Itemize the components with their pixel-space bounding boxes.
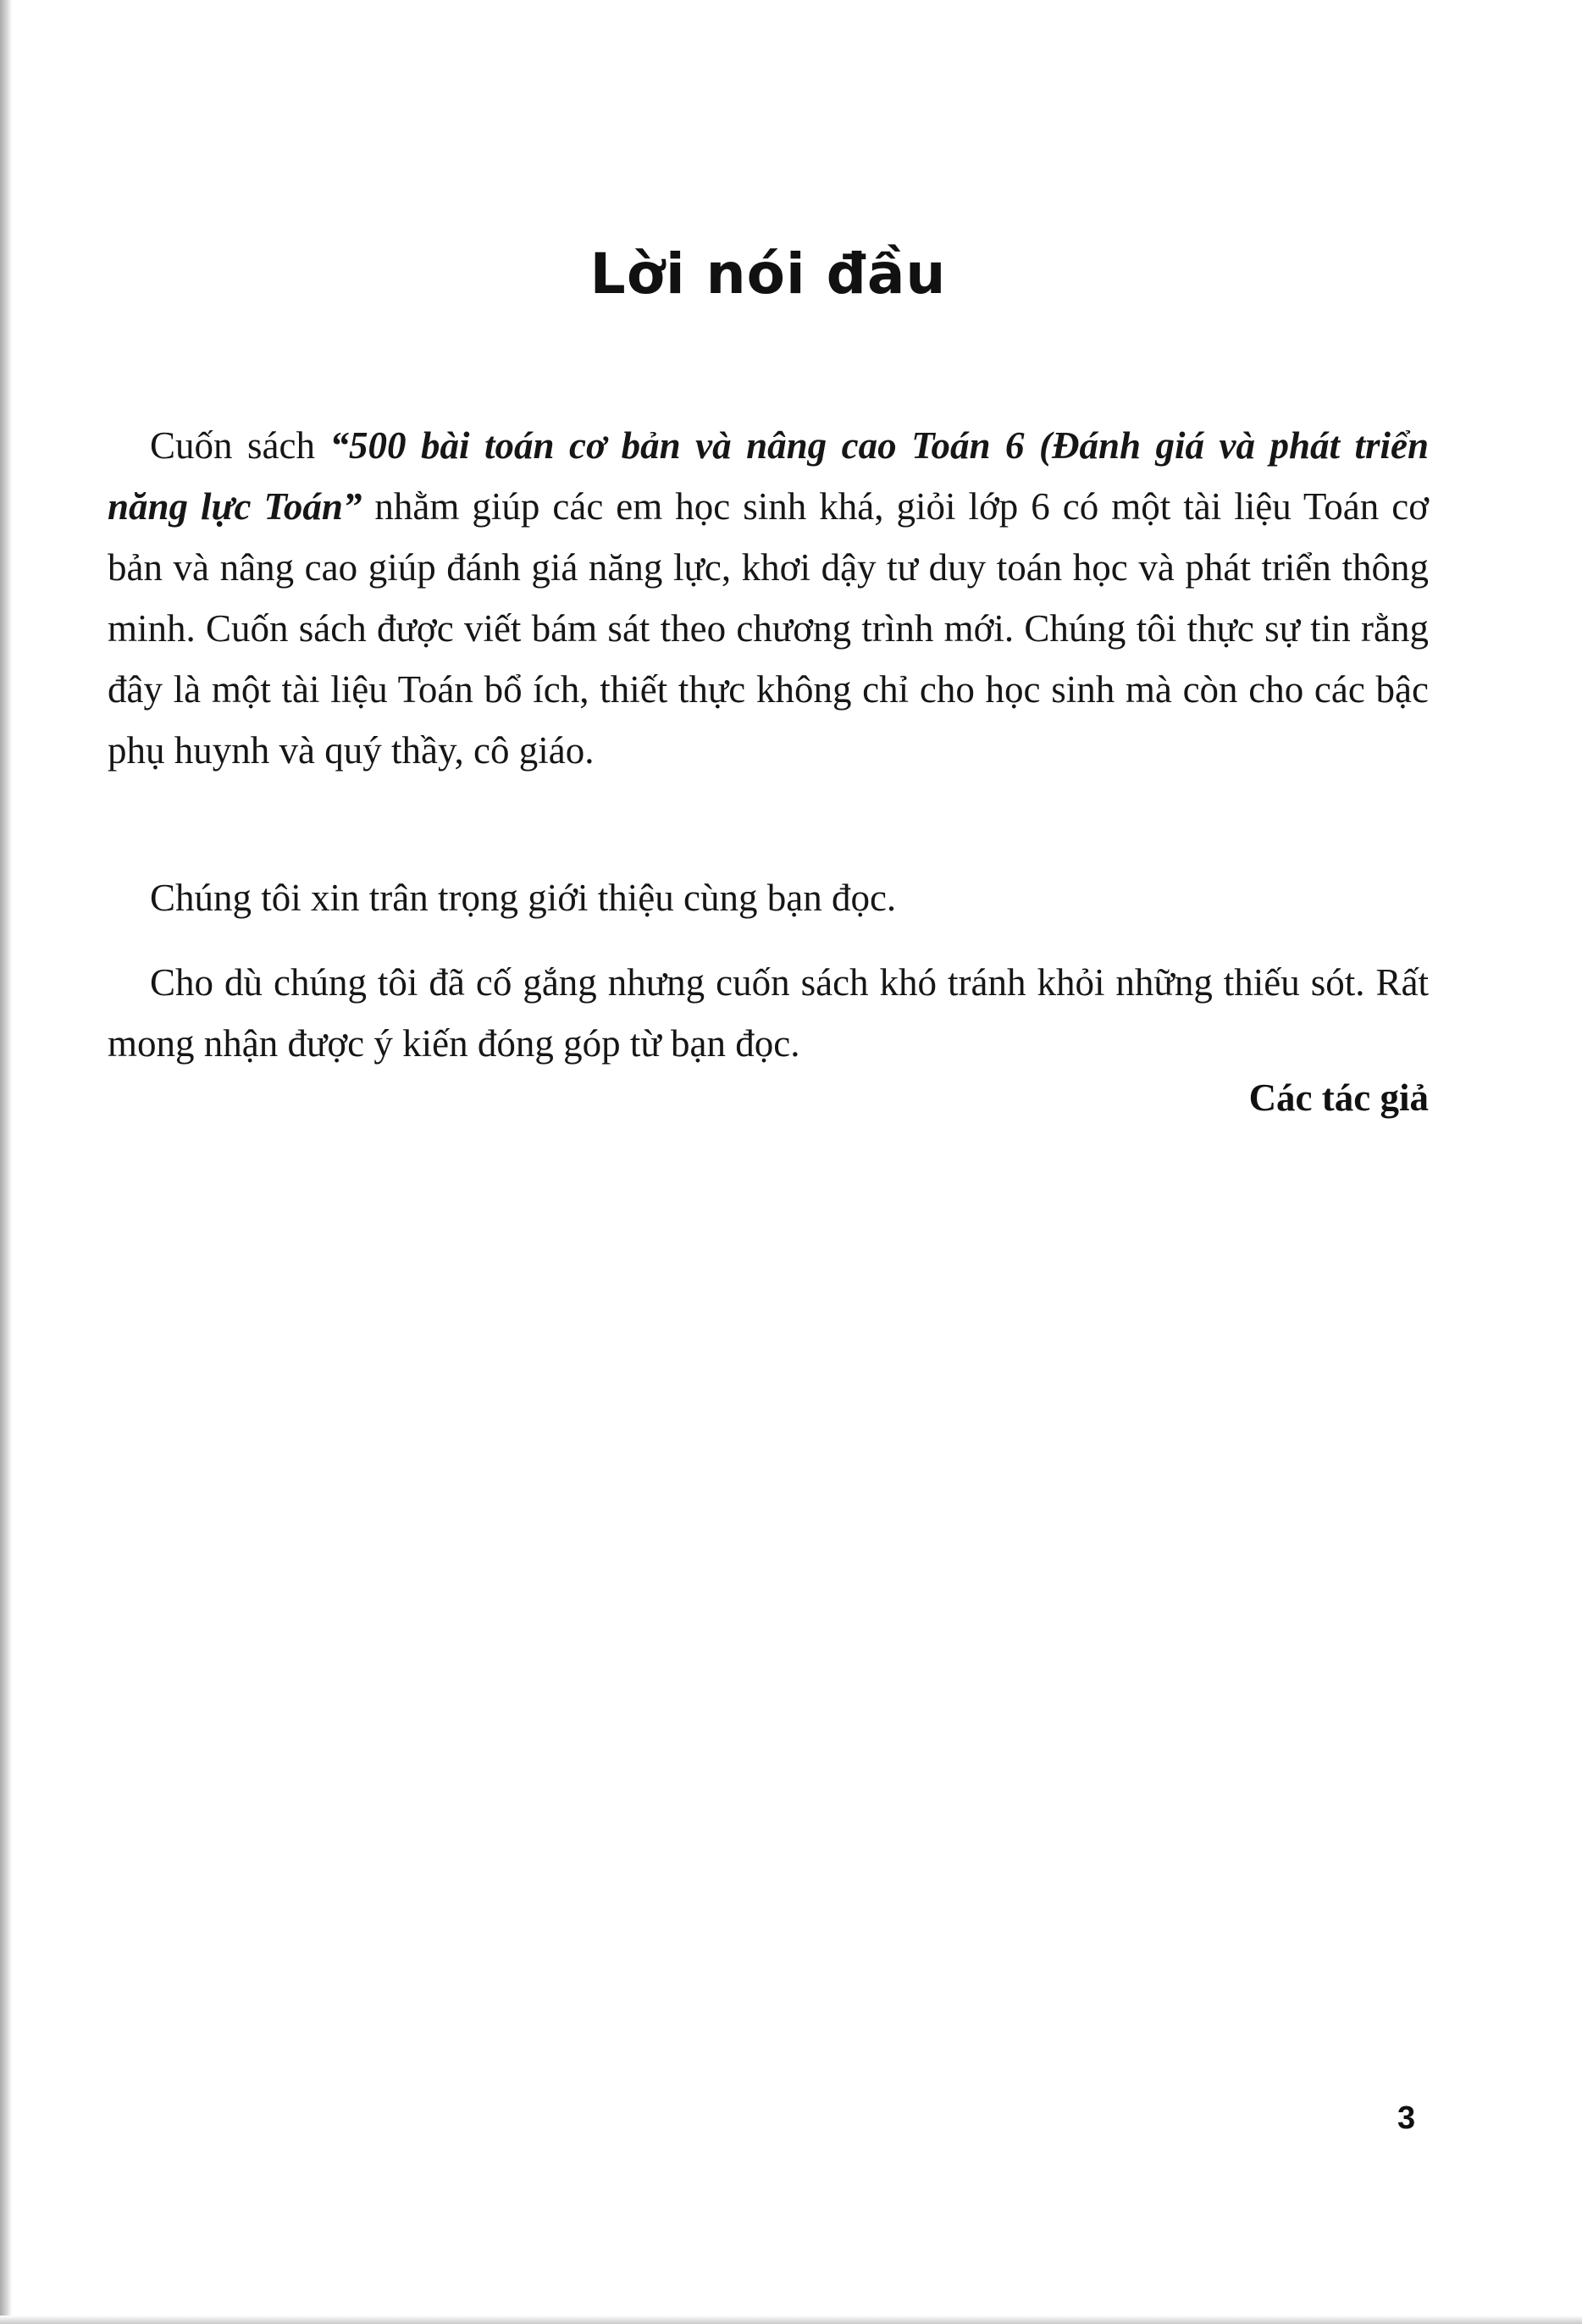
author-signature: Các tác giả — [1248, 1076, 1429, 1119]
intro-rest: nhằm giúp các em học sinh khá, giỏi lớp 6 có một tài liệu Toán cơ bản và nâng cao giúp đánh giá năng lực, khơi dậy tư duy toán học và phát triển thông minh. Cuốn sách được viết bám sát theo chương trình mới. Chúng tôi thực sự tin rằng đây là một tài liệu Toán bổ ích, thiết thực không chỉ cho học sinh mà còn cho các bậc phụ huynh và quý thầy, cô giáo. — [108, 485, 1430, 772]
book-title: “500 bài toán cơ bản và nâng cao Toán 6 (Đánh giá và phát triển năng lực Toán” — [108, 424, 1429, 528]
intro-paragraph — [108, 415, 1429, 781]
closing-paragraph: Cho dù chúng tôi đã cố gắng nhưng cuốn sách khó tránh khỏi những thiếu sót. Rất mong nhận được ý kiến đóng góp từ bạn đọc. — [108, 961, 1429, 1065]
page-bottom-edge — [0, 2316, 1582, 2324]
page-title: Lời nói đầu — [589, 241, 947, 307]
page-number: 3 — [1397, 2100, 1416, 2136]
page-binding-edge — [0, 0, 12, 2324]
introduction-paragraph: Chúng tôi xin trân trọng giới thiệu cùng bạn đọc. — [150, 877, 897, 919]
intro-prefix: Cuốn sách — [150, 424, 330, 467]
